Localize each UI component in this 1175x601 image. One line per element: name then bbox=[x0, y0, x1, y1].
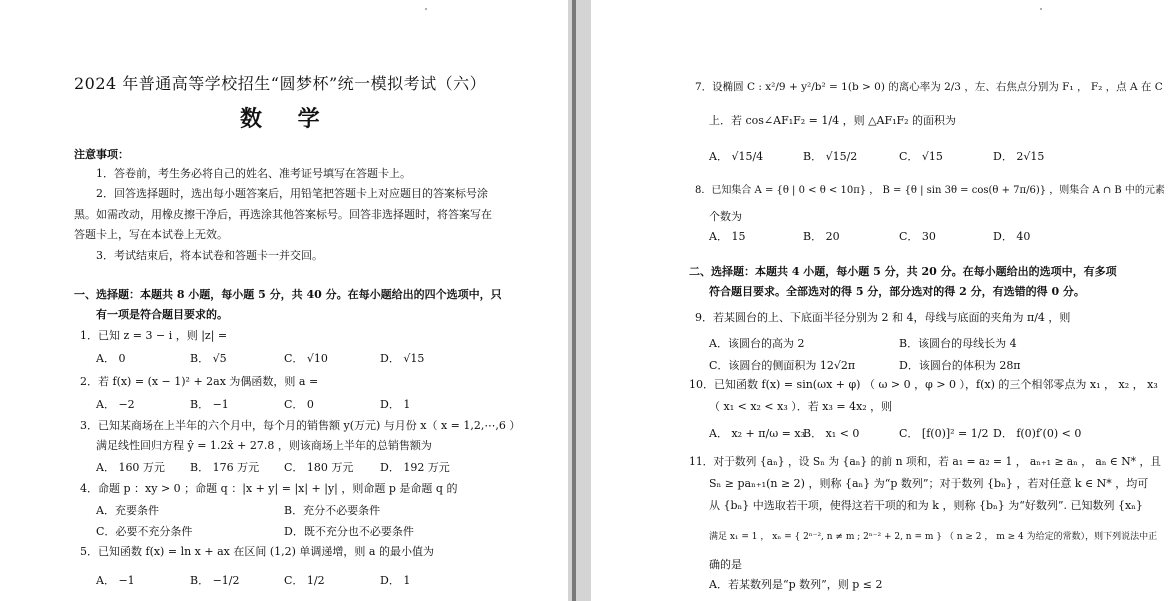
notice-item-2-cont2: 答题卡上，写在本试卷上无效。 bbox=[74, 228, 228, 241]
question-2-stem: 2．若 f(x) = (x − 1)² + 2ax 为偶函数，则 a = bbox=[80, 375, 319, 388]
q1-option-b: B． √5 bbox=[190, 352, 227, 365]
vertical-scrollbar[interactable] bbox=[572, 0, 576, 601]
page-speck bbox=[425, 8, 427, 10]
q10-option-d: D． f(0)f′(0) < 0 bbox=[993, 427, 1082, 440]
q9-option-d: D．该圆台的体积为 28π bbox=[899, 359, 1021, 372]
q5-option-d: D． 1 bbox=[380, 574, 411, 587]
page-speck bbox=[1040, 8, 1042, 10]
question-11-stem: 11．对于数列 {aₙ} ，设 Sₙ 为 {aₙ} 的前 n 项和，若 a₁ = a₂ = 1 ， aₙ₊₁ ≥ aₙ ， aₙ ∈ N* ，且 bbox=[689, 455, 1161, 468]
q2-option-b: B． −1 bbox=[190, 398, 229, 411]
subject-title: 数 学 bbox=[240, 106, 334, 132]
q9-option-a: A．该圆台的高为 2 bbox=[709, 337, 805, 350]
q9-option-b: B．该圆台的母线长为 4 bbox=[899, 337, 1017, 350]
question-3-stem-cont: 满足线性回归方程 ŷ = 1.2x̂ + 27.8 ，则该商场上半年的总销售额为 bbox=[96, 439, 432, 452]
notice-heading: 注意事项： bbox=[74, 148, 129, 161]
question-11-stem-cont4: 确的是 bbox=[709, 558, 742, 571]
q11-option-a: A．若某数列是“p 数列”，则 p ≤ 2 bbox=[709, 578, 883, 591]
q7-option-d: D． 2√15 bbox=[993, 150, 1045, 163]
section-1-heading-cont: 有一项是符合题目要求的。 bbox=[96, 308, 228, 321]
q9-option-c: C．该圆台的侧面积为 12√2π bbox=[709, 359, 856, 372]
q3-option-d: D． 192 万元 bbox=[380, 461, 450, 474]
question-10-stem-cont: （ x₁ < x₂ < x₃ ）．若 x₃ = 4x₂ ，则 bbox=[709, 400, 893, 413]
q3-option-a: A． 160 万元 bbox=[96, 461, 165, 474]
page-right bbox=[591, 0, 1175, 601]
q8-option-b: B． 20 bbox=[803, 230, 840, 243]
question-11-stem-cont: Sₙ ≥ paₙ₊₁(n ≥ 2) ，则称 {aₙ} 为“p 数列”；对于数列 {bₙ} ，若对任意 k ∈ N* ，均可 bbox=[709, 477, 1149, 490]
exam-title: 2024 年普通高等学校招生“圆梦杯”统一模拟考试（六） bbox=[74, 74, 487, 93]
q5-option-a: A． −1 bbox=[96, 574, 135, 587]
q2-option-c: C． 0 bbox=[284, 398, 314, 411]
question-5-stem: 5．已知函数 f(x) = ln x + ax 在区间 (1,2) 单调递增，则 a 的最小值为 bbox=[80, 545, 434, 558]
notice-item-2-cont: 黑。如需改动，用橡皮擦干净后，再选涂其他答案标号。回答非选择题时，将答案写在 bbox=[74, 208, 492, 221]
q1-option-c: C． √10 bbox=[284, 352, 328, 365]
notice-item-3: 3．考试结束后，将本试卷和答题卡一并交回。 bbox=[96, 249, 323, 262]
page-left bbox=[0, 0, 568, 601]
notice-item-2: 2．回答选择题时，选出每小题答案后，用铅笔把答题卡上对应题目的答案标号涂 bbox=[96, 187, 488, 200]
q7-option-a: A． √15/4 bbox=[709, 150, 764, 163]
question-4-stem: 4．命题 p ：xy > 0 ；命题 q ：|x + y| = |x| + |y| ，则命题 p 是命题 q 的 bbox=[80, 482, 458, 495]
q4-option-a: A．充要条件 bbox=[96, 504, 159, 517]
q10-option-a: A． x₂ + π/ω = x₃ bbox=[709, 427, 805, 440]
question-9-stem: 9．若某圆台的上、下底面半径分别为 2 和 4，母线与底面的夹角为 π/4 ，则 bbox=[695, 311, 1071, 324]
q2-option-a: A． −2 bbox=[96, 398, 135, 411]
q8-option-a: A． 15 bbox=[709, 230, 746, 243]
question-8-stem: 8．已知集合 A = {θ | 0 < θ < 10π} ， B = {θ | sin 3θ = cos(θ + 7π/6)} ，则集合 A ∩ B 中的元素 bbox=[695, 185, 1165, 196]
q3-option-b: B． 176 万元 bbox=[190, 461, 260, 474]
q7-option-b: B． √15/2 bbox=[803, 150, 858, 163]
question-11-stem-cont2: 从 {bₙ} 中选取若干项，使得这若干项的和为 k ，则称 {bₙ} 为“好数列”. 已知数列 {xₙ} bbox=[709, 499, 1143, 512]
q8-option-d: D． 40 bbox=[993, 230, 1031, 243]
q1-option-d: D． √15 bbox=[380, 352, 425, 365]
question-7-stem-cont: 上．若 cos∠AF₁F₂ = 1/4 ，则 △AF₁F₂ 的面积为 bbox=[709, 114, 957, 127]
question-10-stem: 10．已知函数 f(x) = sin(ωx + φ) （ ω > 0 ，φ > 0 ），f(x) 的三个相邻零点为 x₁ ， x₂ ， x₃ bbox=[689, 378, 1158, 391]
q5-option-c: C． 1/2 bbox=[284, 574, 325, 587]
q4-option-c: C．必要不充分条件 bbox=[96, 525, 193, 538]
q10-option-b: B． x₁ < 0 bbox=[803, 427, 860, 440]
q5-option-b: B． −1/2 bbox=[190, 574, 240, 587]
q2-option-d: D． 1 bbox=[380, 398, 411, 411]
question-1-stem: 1．已知 z = 3 − i ，则 |z| = bbox=[80, 329, 228, 342]
question-11-stem-cont3: 满足 x₁ = 1 ， xₙ = { 2ⁿ⁻², n ≠ m ; 2ⁿ⁻² + 2, n = m } （ n ≥ 2 ， m ≥ 4 为给定的常数），则下列说法中正 bbox=[709, 532, 1158, 542]
q7-option-c: C． √15 bbox=[899, 150, 943, 163]
q4-option-b: B．充分不必要条件 bbox=[284, 504, 381, 517]
question-3-stem: 3．已知某商场在上半年的六个月中，每个月的销售额 y(万元) 与月份 x（ x = 1,2,⋯,6 ） bbox=[80, 419, 521, 432]
section-1-heading: 一、选择题：本题共 8 小题，每小题 5 分，共 40 分。在每小题给出的四个选项中，只 bbox=[74, 288, 502, 301]
section-2-heading-cont: 符合题目要求。全部选对的得 5 分，部分选对的得 2 分，有选错的得 0 分。 bbox=[709, 285, 1085, 298]
q3-option-c: C． 180 万元 bbox=[284, 461, 354, 474]
q8-option-c: C． 30 bbox=[899, 230, 936, 243]
q10-option-c: C． [f(0)]² = 1/2 bbox=[899, 427, 989, 440]
section-2-heading: 二、选择题：本题共 4 小题，每小题 5 分，共 20 分。在每小题给出的选项中，有多项 bbox=[689, 265, 1117, 278]
q4-option-d: D．既不充分也不必要条件 bbox=[284, 525, 414, 538]
question-8-stem-cont: 个数为 bbox=[709, 210, 742, 223]
question-7-stem: 7．设椭圆 C : x²/9 + y²/b² = 1(b > 0) 的离心率为 2/3 ，左、右焦点分别为 F₁ ， F₂ ，点 A 在 C bbox=[695, 81, 1163, 93]
notice-item-1: 1．答卷前，考生务必将自己的姓名、准考证号填写在答题卡上。 bbox=[96, 167, 411, 180]
q1-option-a: A． 0 bbox=[96, 352, 126, 365]
